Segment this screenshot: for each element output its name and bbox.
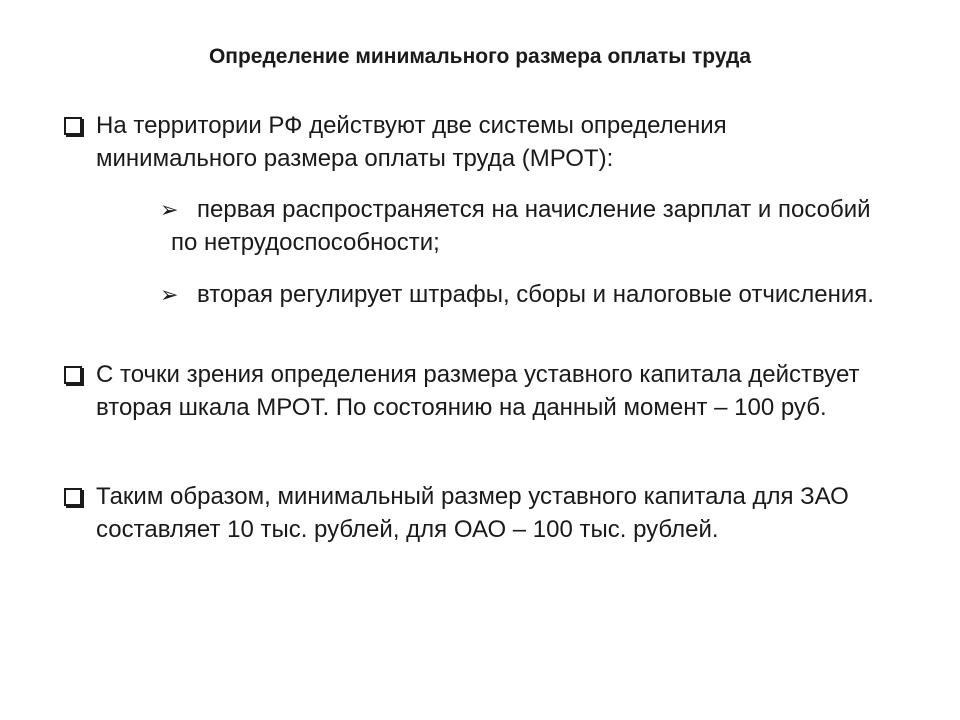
- sub-list-item-text: первая распространяется на начисление зарплат и пособий по нетрудоспособности;: [171, 196, 871, 256]
- list-item: [96, 109, 886, 175]
- checkbox-square-icon: [64, 117, 82, 135]
- slide-title: Определение минимального размера оплаты труда: [208, 45, 752, 68]
- list-item-text: На территории РФ действуют две системы определения минимального размера оплаты труда (МРОТ):: [96, 112, 727, 172]
- arrow-bullet-icon: ➢: [160, 282, 179, 307]
- checkbox-square-icon: [64, 488, 82, 506]
- arrow-bullet-icon: ➢: [160, 197, 179, 222]
- list-item: [96, 358, 886, 424]
- sub-list-item: [171, 193, 891, 259]
- list-item-text: Таким образом, минимальный размер уставного капитала для ЗАО составляет 10 тыс. рублей, для ОАО – 100 тыс. рублей.: [96, 483, 849, 543]
- sub-list-item-text: вторая регулирует штрафы, сборы и налоговые отчисления.: [197, 281, 874, 308]
- checkbox-square-icon: [64, 366, 82, 384]
- sub-list-item: [171, 278, 891, 311]
- list-item-text: С точки зрения определения размера уставного капитала действует вторая шкала МРОТ. По состоянию на данный момент – 100 руб.: [96, 361, 860, 421]
- list-item: [96, 480, 886, 546]
